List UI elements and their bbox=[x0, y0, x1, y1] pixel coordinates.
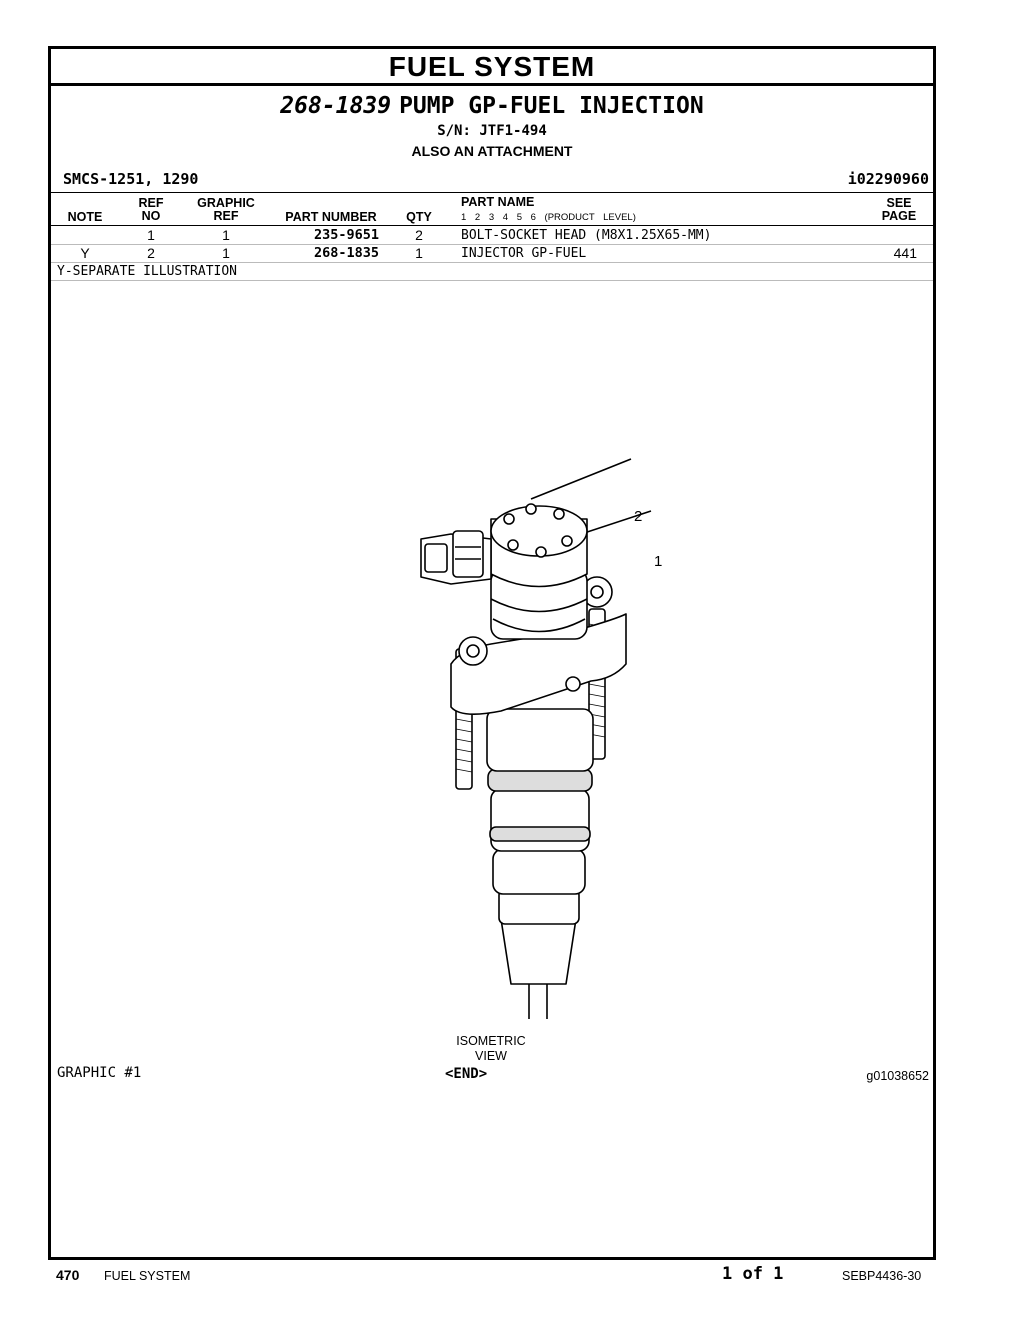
attachment-note: ALSO AN ATTACHMENT bbox=[411, 143, 573, 159]
view-label-line2: VIEW bbox=[475, 1049, 507, 1063]
illustration-id: i02290960 bbox=[847, 170, 929, 188]
row-divider bbox=[51, 262, 933, 263]
row-ref: 1 bbox=[147, 227, 155, 243]
row-graphic: 1 bbox=[222, 245, 230, 261]
end-marker: <END> bbox=[445, 1066, 488, 1082]
footer-page-number: 470 bbox=[56, 1267, 80, 1283]
col-graphic-ref bbox=[191, 197, 261, 223]
injector-illustration bbox=[351, 449, 671, 1019]
legend-note: Y-SEPARATE ILLUSTRATION bbox=[57, 264, 238, 279]
row-qty: 1 bbox=[415, 245, 423, 261]
nozzle-tip bbox=[529, 979, 547, 1019]
col-part-number: PART NUMBER bbox=[285, 210, 377, 224]
upper-body bbox=[487, 709, 593, 771]
group-title bbox=[51, 93, 933, 119]
col-qty: QTY bbox=[406, 210, 432, 224]
row-part-number[interactable]: 235-9651 bbox=[313, 227, 379, 243]
group-part-number: 268-1839 bbox=[280, 93, 392, 119]
row-part-number[interactable]: 268-1835 bbox=[313, 245, 379, 261]
col-part-name: PART NAME bbox=[461, 195, 535, 209]
col-graphic-ref-line2: REF bbox=[213, 209, 239, 223]
row-see-page[interactable]: 441 bbox=[893, 245, 917, 261]
section-title: FUEL SYSTEM bbox=[51, 49, 933, 86]
col-note: NOTE bbox=[67, 210, 103, 224]
footer-section: FUEL SYSTEM bbox=[104, 1269, 191, 1283]
row-divider bbox=[51, 244, 933, 245]
mid-sleeve bbox=[493, 849, 585, 894]
view-label-line1: ISOMETRIC bbox=[456, 1034, 526, 1048]
serial-number: S/N: JTF1-494 bbox=[437, 123, 547, 139]
o-ring-upper bbox=[488, 769, 592, 791]
col-see-page bbox=[871, 197, 927, 223]
col-graphic-ref-line1: GRAPHIC bbox=[197, 196, 255, 210]
graphic-id: g01038652 bbox=[866, 1069, 929, 1083]
row-qty: 2 bbox=[415, 227, 423, 243]
callout-leader-2 bbox=[531, 459, 631, 499]
view-label bbox=[431, 1034, 551, 1064]
callout-1: 1 bbox=[654, 553, 663, 570]
col-ref-no bbox=[131, 197, 171, 223]
header-divider bbox=[51, 225, 933, 226]
footer-document-id: SEBP4436-30 bbox=[842, 1269, 922, 1283]
row-part-name: INJECTOR GP-FUEL bbox=[461, 246, 587, 261]
page-frame bbox=[48, 46, 936, 1260]
divider bbox=[51, 192, 933, 193]
group-name: PUMP GP-FUEL INJECTION bbox=[399, 93, 704, 119]
callout-2: 2 bbox=[634, 508, 643, 525]
col-ref-no-line2: NO bbox=[141, 209, 161, 223]
footer-page-of: 1 of 1 bbox=[722, 1264, 784, 1284]
col-see-page-line2: PAGE bbox=[881, 209, 917, 223]
row-divider bbox=[51, 280, 933, 281]
row-note: Y bbox=[80, 245, 90, 261]
col-product-levels: 1 2 3 4 5 6 (PRODUCT LEVEL) bbox=[461, 212, 636, 223]
row-graphic: 1 bbox=[222, 227, 230, 243]
row-part-name: BOLT-SOCKET HEAD (M8X1.25X65-MM) bbox=[461, 228, 712, 243]
row-ref: 2 bbox=[147, 245, 155, 261]
graphic-label: GRAPHIC #1 bbox=[57, 1065, 142, 1081]
col-ref-no-line1: REF bbox=[138, 196, 164, 210]
nozzle-body bbox=[501, 919, 576, 984]
smcs-code: SMCS-1251, 1290 bbox=[63, 170, 199, 188]
col-see-page-line1: SEE bbox=[886, 196, 912, 210]
o-ring-lower bbox=[490, 827, 590, 841]
